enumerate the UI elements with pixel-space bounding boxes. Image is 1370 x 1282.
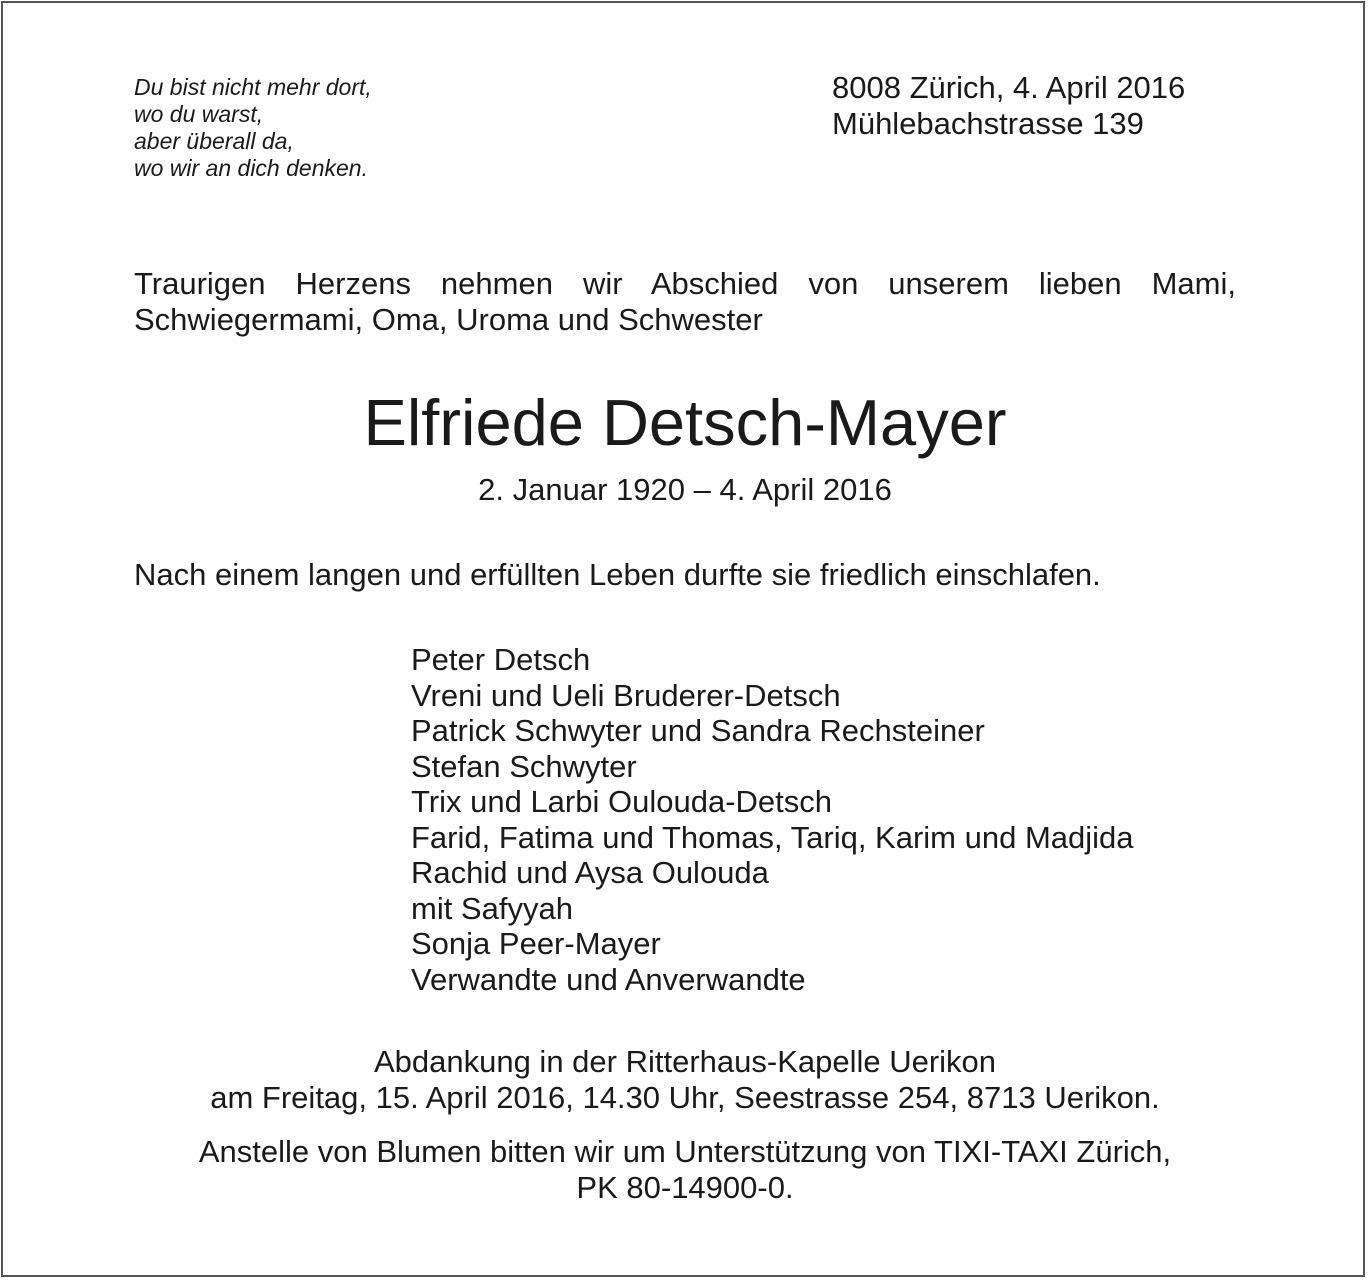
mourner-item: Sonja Peer-Mayer <box>411 926 661 961</box>
mourner-item: Verwandte und Anverwandte <box>411 961 806 997</box>
mourner-item: Patrick Schwyter und Sandra Rechsteiner <box>411 713 985 748</box>
donation-account: PK 80-14900-0. <box>576 1170 794 1205</box>
poem-line: wo du warst, <box>134 101 264 127</box>
farewell-sentence: Nach einem langen und erfüllten Leben durfte sie friedlich einschlafen. <box>134 557 1101 592</box>
funeral-service-info <box>0 1044 1370 1116</box>
street-address: Mühlebachstrasse 139 <box>832 106 1144 141</box>
donation-note <box>0 1134 1370 1206</box>
city-date: 8008 Zürich, 4. April 2016 <box>832 70 1186 105</box>
service-datetime: am Freitag, 15. April 2016, 14.30 Uhr, Seestrasse 254, 8713 Uerikon. <box>210 1080 1160 1115</box>
intro-text <box>134 266 1236 338</box>
deceased-name: Elfriede Detsch-Mayer <box>363 386 1007 459</box>
mourner-item: Rachid und Aysa Oulouda <box>411 855 769 890</box>
intro-line: Traurigen Herzens nehmen wir Abschied von unserem lieben Mami, <box>134 266 1236 301</box>
donation-text: Anstelle von Blumen bitten wir um Unterstützung von TIXI-TAXI Zürich, <box>198 1134 1172 1169</box>
mourner-item: Trix und Larbi Oulouda-Detsch <box>411 784 832 819</box>
mourners-list <box>411 642 1134 997</box>
service-location: Abdankung in der Ritterhaus-Kapelle Uerikon <box>373 1044 997 1079</box>
poem-line: aber überall da, <box>134 128 294 154</box>
intro-line: Schwiegermami, Oma, Uroma und Schwester <box>134 302 763 337</box>
mourner-item: Farid, Fatima und Thomas, Tariq, Karim und Madjida <box>411 819 1134 855</box>
life-dates: 2. Januar 1920 – 4. April 2016 <box>478 472 892 507</box>
poem <box>134 74 372 182</box>
mourner-item: Peter Detsch <box>411 642 591 677</box>
mourner-item: Stefan Schwyter <box>411 748 637 784</box>
mourner-item: mit Safyyah <box>411 890 573 926</box>
poem-line: Du bist nicht mehr dort, <box>134 74 372 100</box>
mourner-item: Vreni und Ueli Bruderer-Detsch <box>411 677 841 713</box>
place-and-date <box>832 70 1185 142</box>
poem-line: wo wir an dich denken. <box>134 155 368 181</box>
